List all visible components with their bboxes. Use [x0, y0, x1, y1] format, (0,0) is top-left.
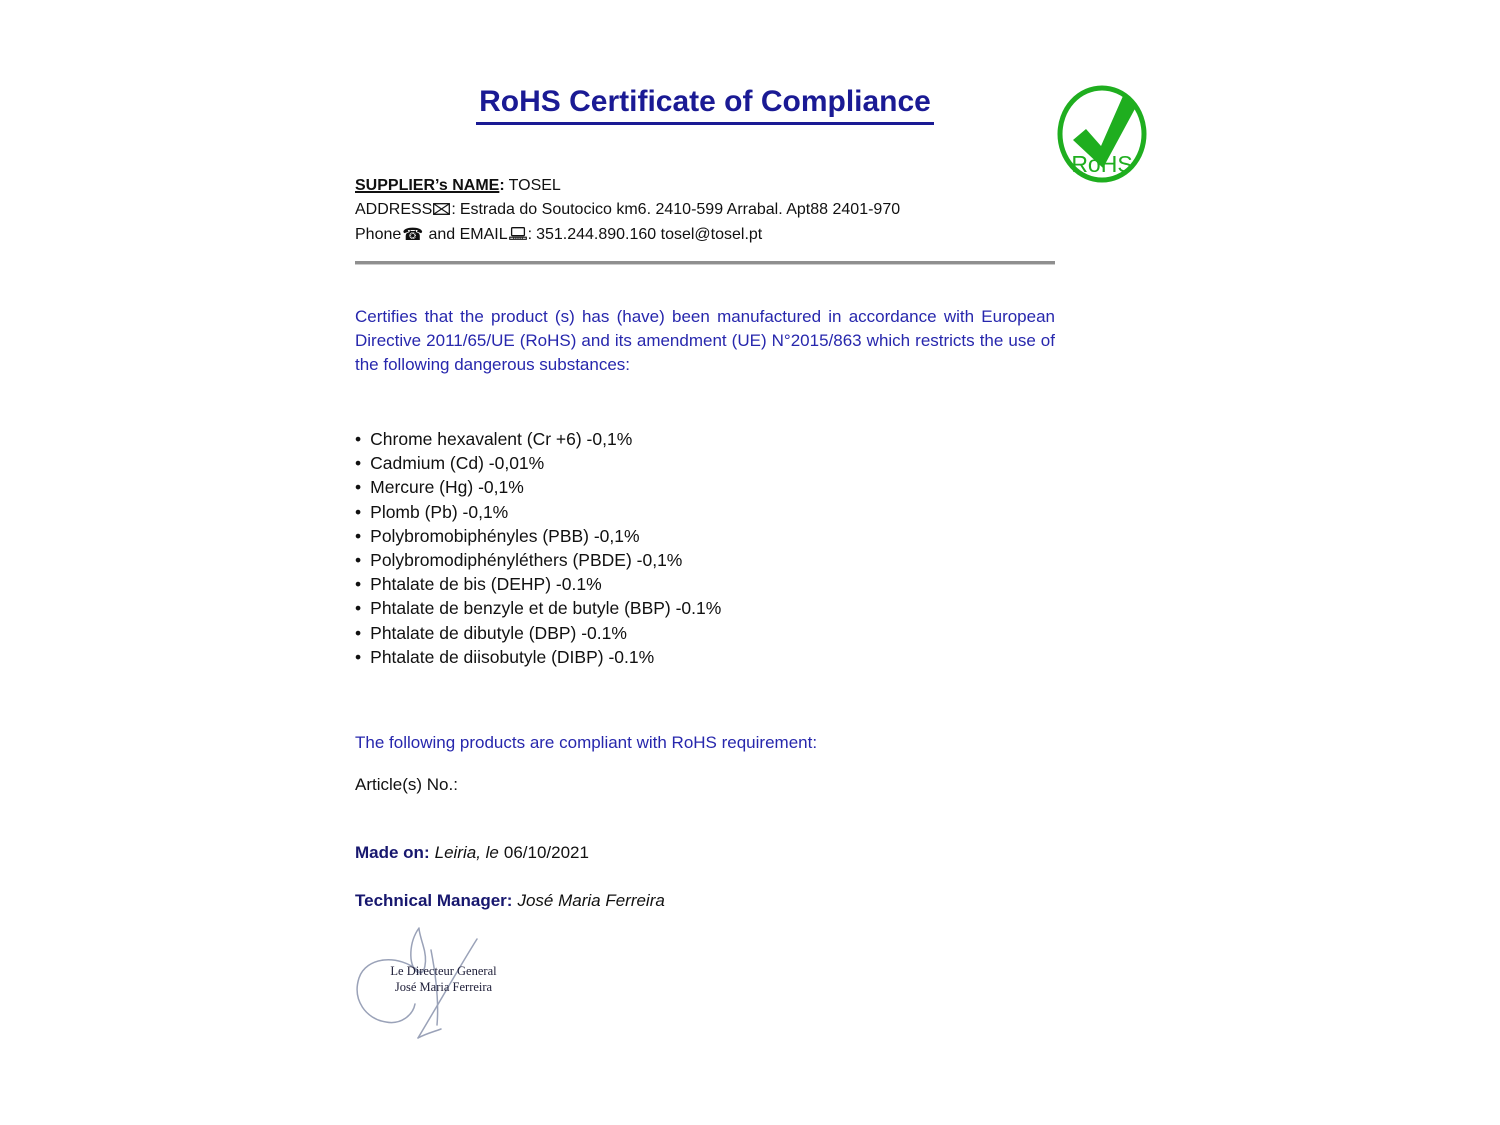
supplier-address-line [355, 198, 1055, 223]
supplier-block [355, 174, 1055, 248]
substance-item: • Cadmium (Cd) -0,01% [355, 451, 1055, 475]
address-label: ADDRESS [355, 201, 433, 218]
address-value: Estrada do Soutocico km6. 2410-599 Arrabal. Apt88 2401-970 [459, 201, 901, 218]
page-title: RoHS Certificate of Compliance [476, 85, 934, 125]
rohs-logo-label: RoHS [1071, 151, 1133, 177]
substance-item: • Polybromodiphényléthers (PBDE) -0,1% [355, 548, 1055, 572]
envelope-icon [433, 199, 450, 223]
phone-icon: ☎ [402, 225, 424, 245]
rohs-logo [1056, 83, 1148, 185]
computer-icon [509, 224, 527, 248]
phone-label: Phone [355, 226, 402, 243]
address-colon: : [451, 201, 456, 218]
divider-line [355, 261, 1055, 265]
made-on-place: Leiria, le [434, 843, 499, 862]
signature-title: Le Directeur General [390, 964, 497, 978]
compliance-statement: The following products are compliant with RoHS requirement: [355, 733, 818, 752]
substance-item: • Phtalate de dibutyle (DBP) -0.1% [355, 621, 1055, 645]
substances-list [355, 427, 1055, 669]
certification-paragraph: Certifies that the product (s) has (have) been manufactured in accordance with European Directive 2011/65/UE (RoHS) and its amendment (UE) N°2015/863 which restricts the use of the following dangerous substances: [355, 307, 1055, 374]
supplier-contact-line [355, 223, 1055, 248]
substance-item: • Phtalate de bis (DEHP) -0.1% [355, 572, 1055, 596]
supplier-name-colon: : [499, 177, 505, 194]
contact-value: 351.244.890.160 tosel@tosel.pt [536, 226, 763, 243]
signature-text [371, 964, 516, 995]
supplier-name-label: SUPPLIER’s NAME [355, 177, 500, 194]
supplier-name-line [355, 174, 1055, 198]
substance-item: • Polybromobiphényles (PBB) -0,1% [355, 524, 1055, 548]
made-on-label: Made on: [355, 843, 430, 862]
article-number-label: Article(s) No.: [355, 775, 458, 794]
substance-item: • Phtalate de benzyle et de butyle (BBP) -0.1% [355, 596, 1055, 620]
email-label: and EMAIL [428, 226, 508, 243]
technical-manager-line [355, 891, 1055, 911]
technical-manager-name: José Maria Ferreira [517, 891, 665, 910]
substance-item: • Phtalate de diisobutyle (DIBP) -0.1% [355, 645, 1055, 669]
made-on-line [355, 843, 1055, 863]
technical-manager-label: Technical Manager: [355, 891, 513, 910]
title-row [355, 85, 1055, 125]
signature-name: José Maria Ferreira [394, 979, 493, 994]
made-on-date: 06/10/2021 [503, 843, 589, 862]
substance-item: • Plomb (Pb) -0,1% [355, 500, 1055, 524]
substance-item: • Mercure (Hg) -0,1% [355, 475, 1055, 499]
supplier-name-value: TOSEL [508, 177, 561, 194]
substance-item: • Chrome hexavalent (Cr +6) -0,1% [355, 427, 1055, 451]
contact-colon: : [527, 226, 533, 243]
